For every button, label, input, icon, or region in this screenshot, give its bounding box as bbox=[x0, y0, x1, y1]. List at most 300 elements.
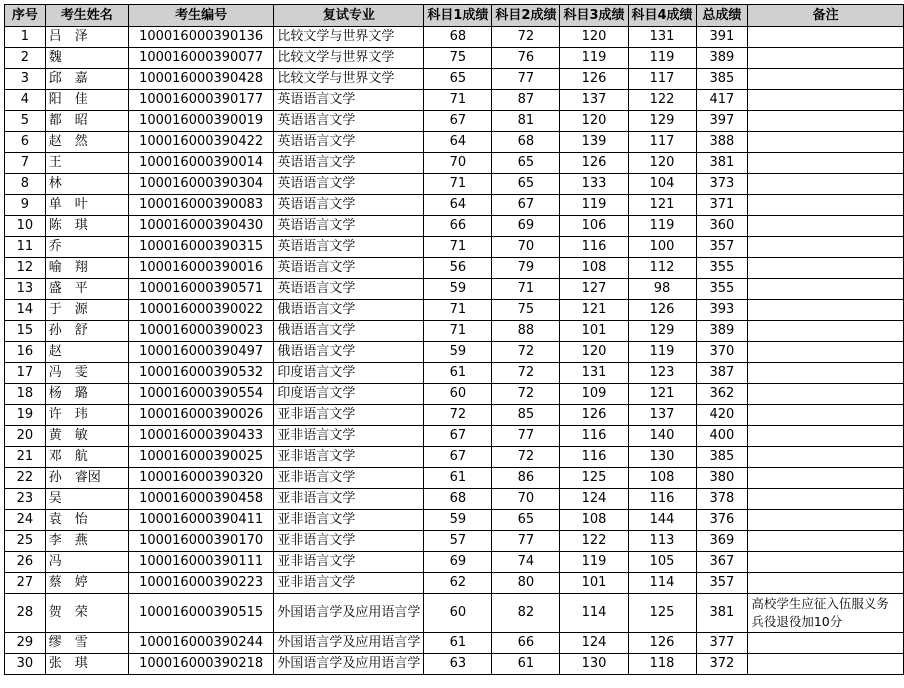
cell-name: 王 bbox=[45, 153, 128, 174]
cell-name: 张 琪 bbox=[45, 654, 128, 675]
table-row bbox=[5, 90, 904, 111]
cell-subject1: 60 bbox=[424, 594, 492, 633]
cell-subject2: 72 bbox=[492, 363, 560, 384]
table-row bbox=[5, 69, 904, 90]
cell-major: 印度语言文学 bbox=[274, 363, 424, 384]
cell-major: 英语语言文学 bbox=[274, 258, 424, 279]
cell-total: 393 bbox=[696, 300, 748, 321]
cell-subject4: 119 bbox=[628, 48, 696, 69]
cell-name: 许 玮 bbox=[45, 405, 128, 426]
cell-subject1: 62 bbox=[424, 573, 492, 594]
cell-notes bbox=[748, 69, 904, 90]
cell-total: 378 bbox=[696, 489, 748, 510]
cell-total: 385 bbox=[696, 447, 748, 468]
cell-subject4: 116 bbox=[628, 489, 696, 510]
cell-notes bbox=[748, 321, 904, 342]
cell-subject4: 137 bbox=[628, 405, 696, 426]
cell-name: 邓 航 bbox=[45, 447, 128, 468]
cell-subject3: 139 bbox=[560, 132, 628, 153]
cell-major: 亚非语言文学 bbox=[274, 510, 424, 531]
cell-subject3: 121 bbox=[560, 300, 628, 321]
cell-major: 亚非语言文学 bbox=[274, 447, 424, 468]
table-body bbox=[5, 27, 904, 675]
cell-name: 贺 荣 bbox=[45, 594, 128, 633]
cell-major: 亚非语言文学 bbox=[274, 552, 424, 573]
cell-major: 亚非语言文学 bbox=[274, 426, 424, 447]
cell-seq: 20 bbox=[5, 426, 46, 447]
cell-subject2: 72 bbox=[492, 447, 560, 468]
cell-notes bbox=[748, 384, 904, 405]
cell-subject2: 69 bbox=[492, 216, 560, 237]
cell-subject1: 71 bbox=[424, 174, 492, 195]
cell-name: 孙 舒 bbox=[45, 321, 128, 342]
table-row bbox=[5, 654, 904, 675]
cell-subject4: 129 bbox=[628, 321, 696, 342]
table-row bbox=[5, 300, 904, 321]
cell-subject3: 125 bbox=[560, 468, 628, 489]
cell-subject4: 126 bbox=[628, 633, 696, 654]
cell-id: 100016000390022 bbox=[128, 300, 273, 321]
cell-major: 亚非语言文学 bbox=[274, 573, 424, 594]
cell-subject4: 140 bbox=[628, 426, 696, 447]
cell-subject2: 70 bbox=[492, 237, 560, 258]
cell-total: 377 bbox=[696, 633, 748, 654]
cell-id: 100016000390428 bbox=[128, 69, 273, 90]
cell-subject4: 118 bbox=[628, 654, 696, 675]
cell-seq: 8 bbox=[5, 174, 46, 195]
cell-total: 372 bbox=[696, 654, 748, 675]
cell-subject4: 125 bbox=[628, 594, 696, 633]
cell-total: 360 bbox=[696, 216, 748, 237]
cell-subject2: 72 bbox=[492, 384, 560, 405]
cell-subject1: 56 bbox=[424, 258, 492, 279]
cell-subject4: 119 bbox=[628, 216, 696, 237]
cell-total: 355 bbox=[696, 258, 748, 279]
cell-notes bbox=[748, 633, 904, 654]
cell-notes bbox=[748, 510, 904, 531]
cell-total: 357 bbox=[696, 573, 748, 594]
table-row bbox=[5, 279, 904, 300]
cell-subject4: 126 bbox=[628, 300, 696, 321]
table-row bbox=[5, 363, 904, 384]
cell-subject1: 63 bbox=[424, 654, 492, 675]
cell-subject3: 120 bbox=[560, 342, 628, 363]
table-row bbox=[5, 447, 904, 468]
cell-notes bbox=[748, 300, 904, 321]
cell-seq: 17 bbox=[5, 363, 46, 384]
cell-subject3: 120 bbox=[560, 111, 628, 132]
cell-id: 100016000390025 bbox=[128, 447, 273, 468]
cell-subject1: 68 bbox=[424, 489, 492, 510]
cell-name: 缪 雪 bbox=[45, 633, 128, 654]
header-seq: 序号 bbox=[5, 5, 46, 27]
cell-subject2: 66 bbox=[492, 633, 560, 654]
table-row bbox=[5, 174, 904, 195]
cell-subject3: 101 bbox=[560, 573, 628, 594]
cell-seq: 3 bbox=[5, 69, 46, 90]
cell-subject4: 121 bbox=[628, 384, 696, 405]
cell-name: 赵 然 bbox=[45, 132, 128, 153]
table-row bbox=[5, 342, 904, 363]
cell-major: 英语语言文学 bbox=[274, 174, 424, 195]
cell-name: 孙 睿囡 bbox=[45, 468, 128, 489]
cell-notes bbox=[748, 531, 904, 552]
cell-subject2: 67 bbox=[492, 195, 560, 216]
cell-subject3: 120 bbox=[560, 27, 628, 48]
table-row bbox=[5, 405, 904, 426]
cell-subject2: 61 bbox=[492, 654, 560, 675]
cell-id: 100016000390422 bbox=[128, 132, 273, 153]
cell-notes bbox=[748, 468, 904, 489]
cell-seq: 1 bbox=[5, 27, 46, 48]
cell-subject4: 108 bbox=[628, 468, 696, 489]
header-subject2: 科目2成绩 bbox=[492, 5, 560, 27]
cell-subject2: 72 bbox=[492, 27, 560, 48]
cell-total: 389 bbox=[696, 48, 748, 69]
cell-name: 于 源 bbox=[45, 300, 128, 321]
cell-subject3: 101 bbox=[560, 321, 628, 342]
cell-seq: 11 bbox=[5, 237, 46, 258]
table-row bbox=[5, 237, 904, 258]
cell-subject4: 113 bbox=[628, 531, 696, 552]
cell-subject3: 126 bbox=[560, 153, 628, 174]
cell-total: 380 bbox=[696, 468, 748, 489]
table-row bbox=[5, 552, 904, 573]
table-row bbox=[5, 48, 904, 69]
cell-major: 外国语言学及应用语言学 bbox=[274, 654, 424, 675]
cell-subject3: 116 bbox=[560, 237, 628, 258]
admission-score-table bbox=[4, 4, 904, 675]
cell-total: 385 bbox=[696, 69, 748, 90]
cell-subject4: 104 bbox=[628, 174, 696, 195]
table-row bbox=[5, 594, 904, 633]
cell-notes bbox=[748, 216, 904, 237]
table-row bbox=[5, 132, 904, 153]
cell-id: 100016000390014 bbox=[128, 153, 273, 174]
cell-subject2: 80 bbox=[492, 573, 560, 594]
cell-name: 喻 翔 bbox=[45, 258, 128, 279]
cell-subject1: 67 bbox=[424, 111, 492, 132]
cell-notes bbox=[748, 90, 904, 111]
cell-total: 376 bbox=[696, 510, 748, 531]
cell-name: 陈 琪 bbox=[45, 216, 128, 237]
cell-name: 冯 雯 bbox=[45, 363, 128, 384]
cell-major: 英语语言文学 bbox=[274, 153, 424, 174]
cell-subject2: 74 bbox=[492, 552, 560, 573]
cell-total: 367 bbox=[696, 552, 748, 573]
cell-major: 英语语言文学 bbox=[274, 132, 424, 153]
cell-seq: 29 bbox=[5, 633, 46, 654]
cell-notes bbox=[748, 363, 904, 384]
cell-notes bbox=[748, 489, 904, 510]
cell-id: 100016000390304 bbox=[128, 174, 273, 195]
header-subject4: 科目4成绩 bbox=[628, 5, 696, 27]
cell-name: 邱 嘉 bbox=[45, 69, 128, 90]
cell-subject2: 70 bbox=[492, 489, 560, 510]
cell-subject3: 127 bbox=[560, 279, 628, 300]
cell-notes bbox=[748, 174, 904, 195]
cell-subject3: 116 bbox=[560, 426, 628, 447]
cell-subject1: 66 bbox=[424, 216, 492, 237]
cell-major: 亚非语言文学 bbox=[274, 489, 424, 510]
cell-name: 盛 平 bbox=[45, 279, 128, 300]
cell-subject2: 68 bbox=[492, 132, 560, 153]
cell-subject4: 117 bbox=[628, 69, 696, 90]
cell-subject1: 67 bbox=[424, 426, 492, 447]
cell-seq: 13 bbox=[5, 279, 46, 300]
cell-subject3: 124 bbox=[560, 489, 628, 510]
cell-notes bbox=[748, 426, 904, 447]
cell-subject3: 133 bbox=[560, 174, 628, 195]
cell-id: 100016000390320 bbox=[128, 468, 273, 489]
cell-subject1: 60 bbox=[424, 384, 492, 405]
cell-notes bbox=[748, 342, 904, 363]
header-row bbox=[5, 5, 904, 27]
cell-id: 100016000390497 bbox=[128, 342, 273, 363]
table-row bbox=[5, 633, 904, 654]
cell-id: 100016000390026 bbox=[128, 405, 273, 426]
cell-subject3: 108 bbox=[560, 510, 628, 531]
cell-total: 397 bbox=[696, 111, 748, 132]
cell-subject3: 126 bbox=[560, 69, 628, 90]
cell-subject3: 109 bbox=[560, 384, 628, 405]
cell-id: 100016000390170 bbox=[128, 531, 273, 552]
table-row bbox=[5, 573, 904, 594]
table-row bbox=[5, 510, 904, 531]
cell-subject1: 71 bbox=[424, 300, 492, 321]
cell-major: 比较文学与世界文学 bbox=[274, 27, 424, 48]
table-row bbox=[5, 384, 904, 405]
cell-id: 100016000390218 bbox=[128, 654, 273, 675]
cell-seq: 16 bbox=[5, 342, 46, 363]
cell-subject1: 64 bbox=[424, 195, 492, 216]
cell-seq: 5 bbox=[5, 111, 46, 132]
cell-total: 357 bbox=[696, 237, 748, 258]
cell-notes bbox=[748, 552, 904, 573]
cell-subject4: 131 bbox=[628, 27, 696, 48]
cell-subject3: 124 bbox=[560, 633, 628, 654]
cell-seq: 21 bbox=[5, 447, 46, 468]
cell-subject2: 77 bbox=[492, 531, 560, 552]
cell-id: 100016000390411 bbox=[128, 510, 273, 531]
cell-subject1: 69 bbox=[424, 552, 492, 573]
cell-subject4: 144 bbox=[628, 510, 696, 531]
cell-name: 都 昭 bbox=[45, 111, 128, 132]
cell-id: 100016000390177 bbox=[128, 90, 273, 111]
cell-subject4: 112 bbox=[628, 258, 696, 279]
cell-subject2: 87 bbox=[492, 90, 560, 111]
cell-notes bbox=[748, 195, 904, 216]
table-row bbox=[5, 489, 904, 510]
cell-subject2: 85 bbox=[492, 405, 560, 426]
cell-id: 100016000390433 bbox=[128, 426, 273, 447]
cell-id: 100016000390136 bbox=[128, 27, 273, 48]
cell-notes bbox=[748, 405, 904, 426]
table-row bbox=[5, 426, 904, 447]
cell-subject2: 72 bbox=[492, 342, 560, 363]
cell-subject4: 130 bbox=[628, 447, 696, 468]
cell-seq: 28 bbox=[5, 594, 46, 633]
cell-notes bbox=[748, 237, 904, 258]
cell-notes bbox=[748, 132, 904, 153]
cell-notes bbox=[748, 573, 904, 594]
cell-subject4: 117 bbox=[628, 132, 696, 153]
cell-seq: 24 bbox=[5, 510, 46, 531]
cell-subject1: 72 bbox=[424, 405, 492, 426]
cell-subject3: 116 bbox=[560, 447, 628, 468]
cell-subject3: 119 bbox=[560, 195, 628, 216]
cell-total: 369 bbox=[696, 531, 748, 552]
cell-total: 417 bbox=[696, 90, 748, 111]
cell-subject2: 82 bbox=[492, 594, 560, 633]
cell-subject4: 121 bbox=[628, 195, 696, 216]
table-row bbox=[5, 111, 904, 132]
cell-major: 外国语言学及应用语言学 bbox=[274, 633, 424, 654]
cell-name: 袁 怡 bbox=[45, 510, 128, 531]
cell-seq: 7 bbox=[5, 153, 46, 174]
header-name: 考生姓名 bbox=[45, 5, 128, 27]
cell-seq: 14 bbox=[5, 300, 46, 321]
cell-name: 魏 bbox=[45, 48, 128, 69]
cell-major: 英语语言文学 bbox=[274, 237, 424, 258]
cell-total: 400 bbox=[696, 426, 748, 447]
cell-subject2: 79 bbox=[492, 258, 560, 279]
cell-seq: 10 bbox=[5, 216, 46, 237]
cell-subject2: 76 bbox=[492, 48, 560, 69]
cell-total: 387 bbox=[696, 363, 748, 384]
cell-seq: 27 bbox=[5, 573, 46, 594]
cell-seq: 19 bbox=[5, 405, 46, 426]
cell-total: 370 bbox=[696, 342, 748, 363]
cell-seq: 2 bbox=[5, 48, 46, 69]
cell-subject1: 71 bbox=[424, 90, 492, 111]
cell-subject3: 131 bbox=[560, 363, 628, 384]
cell-major: 亚非语言文学 bbox=[274, 405, 424, 426]
cell-name: 黄 敏 bbox=[45, 426, 128, 447]
cell-name: 阳 佳 bbox=[45, 90, 128, 111]
cell-total: 389 bbox=[696, 321, 748, 342]
table-row bbox=[5, 195, 904, 216]
table-row bbox=[5, 153, 904, 174]
table-row bbox=[5, 216, 904, 237]
cell-subject4: 120 bbox=[628, 153, 696, 174]
cell-seq: 25 bbox=[5, 531, 46, 552]
cell-id: 100016000390430 bbox=[128, 216, 273, 237]
cell-subject3: 114 bbox=[560, 594, 628, 633]
cell-subject2: 77 bbox=[492, 69, 560, 90]
cell-name: 赵 bbox=[45, 342, 128, 363]
cell-name: 林 bbox=[45, 174, 128, 195]
cell-subject4: 98 bbox=[628, 279, 696, 300]
cell-subject1: 61 bbox=[424, 468, 492, 489]
cell-subject3: 108 bbox=[560, 258, 628, 279]
header-total: 总成绩 bbox=[696, 5, 748, 27]
cell-subject3: 119 bbox=[560, 552, 628, 573]
cell-notes bbox=[748, 258, 904, 279]
table-row bbox=[5, 468, 904, 489]
cell-notes bbox=[748, 111, 904, 132]
header-major: 复试专业 bbox=[274, 5, 424, 27]
cell-subject1: 67 bbox=[424, 447, 492, 468]
cell-subject4: 119 bbox=[628, 342, 696, 363]
cell-major: 比较文学与世界文学 bbox=[274, 69, 424, 90]
cell-subject1: 64 bbox=[424, 132, 492, 153]
cell-total: 362 bbox=[696, 384, 748, 405]
cell-major: 英语语言文学 bbox=[274, 279, 424, 300]
cell-seq: 9 bbox=[5, 195, 46, 216]
cell-notes bbox=[748, 27, 904, 48]
header-subject1: 科目1成绩 bbox=[424, 5, 492, 27]
cell-subject1: 61 bbox=[424, 633, 492, 654]
cell-subject2: 77 bbox=[492, 426, 560, 447]
cell-major: 英语语言文学 bbox=[274, 195, 424, 216]
cell-notes bbox=[748, 153, 904, 174]
cell-subject1: 61 bbox=[424, 363, 492, 384]
cell-seq: 18 bbox=[5, 384, 46, 405]
cell-id: 100016000390458 bbox=[128, 489, 273, 510]
cell-seq: 22 bbox=[5, 468, 46, 489]
cell-subject1: 68 bbox=[424, 27, 492, 48]
cell-seq: 6 bbox=[5, 132, 46, 153]
cell-subject4: 114 bbox=[628, 573, 696, 594]
cell-id: 100016000390023 bbox=[128, 321, 273, 342]
cell-major: 比较文学与世界文学 bbox=[274, 48, 424, 69]
cell-id: 100016000390244 bbox=[128, 633, 273, 654]
cell-notes bbox=[748, 279, 904, 300]
cell-notes: 高校学生应征入伍服义务兵役退役加10分 bbox=[748, 594, 904, 633]
cell-subject2: 81 bbox=[492, 111, 560, 132]
header-subject3: 科目3成绩 bbox=[560, 5, 628, 27]
cell-notes bbox=[748, 48, 904, 69]
cell-subject1: 57 bbox=[424, 531, 492, 552]
cell-major: 英语语言文学 bbox=[274, 216, 424, 237]
cell-subject4: 100 bbox=[628, 237, 696, 258]
cell-name: 杨 璐 bbox=[45, 384, 128, 405]
cell-subject3: 106 bbox=[560, 216, 628, 237]
cell-id: 100016000390532 bbox=[128, 363, 273, 384]
cell-subject2: 65 bbox=[492, 510, 560, 531]
cell-name: 吕 泽 bbox=[45, 27, 128, 48]
header-notes: 备注 bbox=[748, 5, 904, 27]
cell-seq: 15 bbox=[5, 321, 46, 342]
cell-seq: 26 bbox=[5, 552, 46, 573]
cell-name: 蔡 婷 bbox=[45, 573, 128, 594]
cell-seq: 30 bbox=[5, 654, 46, 675]
cell-major: 亚非语言文学 bbox=[274, 468, 424, 489]
cell-id: 100016000390019 bbox=[128, 111, 273, 132]
cell-subject3: 122 bbox=[560, 531, 628, 552]
cell-subject4: 123 bbox=[628, 363, 696, 384]
cell-subject4: 105 bbox=[628, 552, 696, 573]
table-row bbox=[5, 258, 904, 279]
cell-seq: 12 bbox=[5, 258, 46, 279]
cell-major: 英语语言文学 bbox=[274, 90, 424, 111]
cell-id: 100016000390223 bbox=[128, 573, 273, 594]
cell-major: 俄语语言文学 bbox=[274, 342, 424, 363]
cell-total: 388 bbox=[696, 132, 748, 153]
cell-major: 亚非语言文学 bbox=[274, 531, 424, 552]
cell-subject1: 70 bbox=[424, 153, 492, 174]
cell-id: 100016000390515 bbox=[128, 594, 273, 633]
cell-subject2: 65 bbox=[492, 174, 560, 195]
table-row bbox=[5, 531, 904, 552]
cell-subject1: 65 bbox=[424, 69, 492, 90]
cell-subject1: 71 bbox=[424, 237, 492, 258]
cell-subject1: 59 bbox=[424, 510, 492, 531]
cell-subject4: 122 bbox=[628, 90, 696, 111]
cell-id: 100016000390554 bbox=[128, 384, 273, 405]
cell-subject3: 126 bbox=[560, 405, 628, 426]
